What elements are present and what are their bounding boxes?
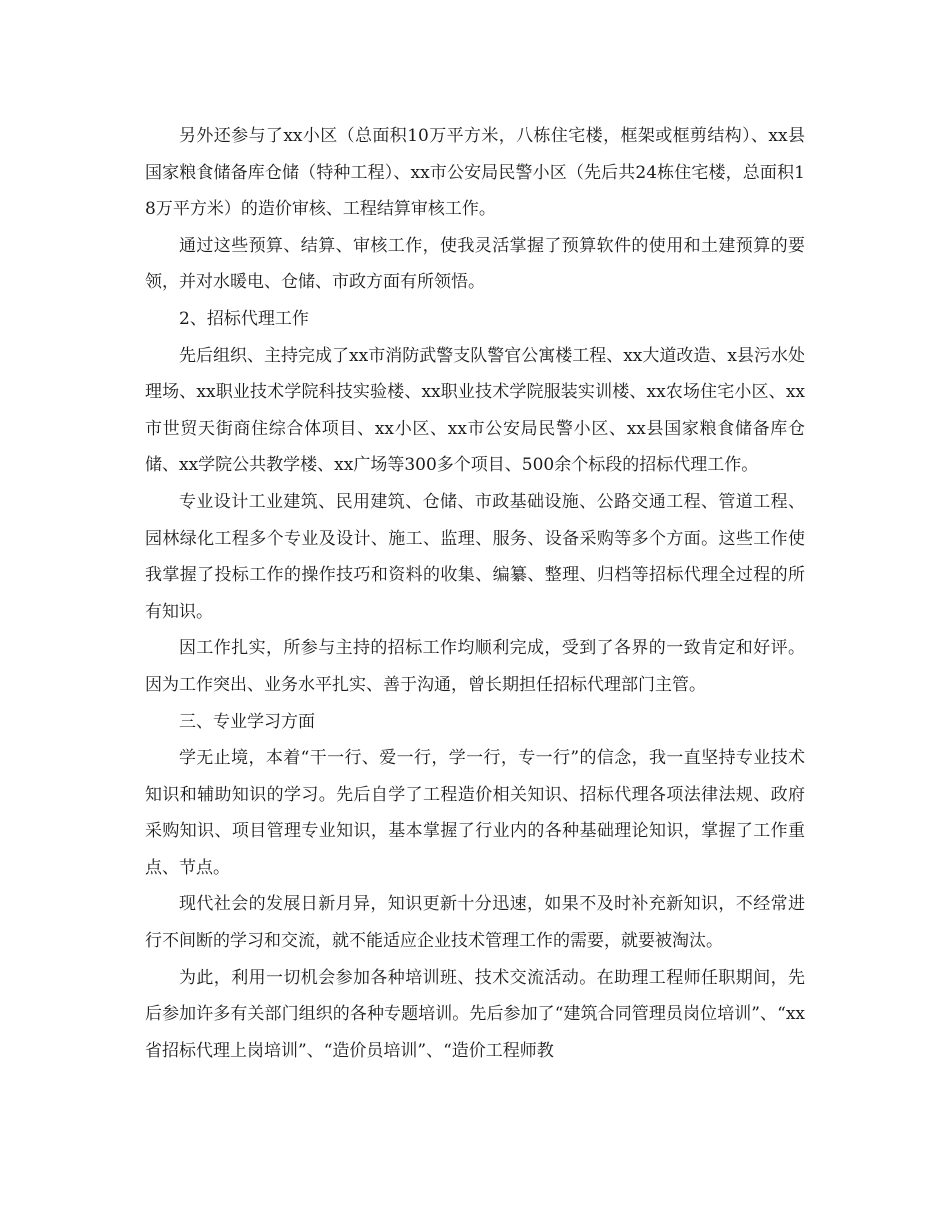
section-heading-bidding-agency: 2、招标代理工作 [179, 308, 309, 329]
paragraph-budget-skills: 通过这些预算、结算、审核工作，使我灵活掌握了预算软件的使用和土建预算的要领，并对水暖电、仓储、市政方面有所领悟。 [145, 235, 805, 293]
paragraph-project-audit: 另外还参与了xx小区（总面积10万平方米，八栋住宅楼，框架或框剪结构）、xx县国家粮食储备库仓储（特种工程）、xx市公安局民警小区（先后共24栋住宅楼，总面积18万平方米）的造价审核、工程结算审核工作。 [145, 126, 805, 220]
paragraph-bidding-projects: 先后组织、主持完成了xx市消防武警支队警官公寓楼工程、xx大道改造、x县污水处理场、xx职业技术学院科技实验楼、xx职业技术学院服装实训楼、xx农场住宅小区、xx市世贸天街商住综合体项目、xx小区、xx市公安局民警小区、xx县国家粮食储备库仓储、xx学院公共教学楼、xx广场等300多个项目、500余个标段的招标代理工作。 [145, 345, 805, 476]
paragraph-professional-fields: 专业设计工业建筑、民用建筑、仓储、市政基础设施、公路交通工程、管道工程、园林绿化工程多个专业及设计、施工、监理、服务、设备采购等多个方面。这些工作使我掌握了投标工作的操作技巧和资料的收集、编纂、整理、归档等招标代理全过程的所有知识。 [145, 491, 805, 622]
paragraph-training: 为此，利用一切机会参加各种培训班、技术交流活动。在助理工程师任职期间，先后参加许多有关部门组织的各种专题培训。先后参加了“建筑合同管理员岗位培训”、“xx省招标代理上岗培训”、“造价员培训”、“造价工程师教 [145, 967, 805, 1061]
document-page [145, 118, 805, 1069]
paragraph-knowledge-update: 现代社会的发展日新月异，知识更新十分迅速，如果不及时补充新知识，不经常进行不间断的学习和交流，就不能适应企业技术管理工作的需要，就要被淘汰。 [145, 894, 805, 952]
paragraph-self-study: 学无止境，本着“干一行、爱一行，学一行，专一行”的信念，我一直坚持专业技术知识和辅助知识的学习。先后自学了工程造价相关知识、招标代理各项法律法规、政府采购知识、项目管理专业知识，基本掌握了行业内的各种基础理论知识，掌握了工作重点、节点。 [145, 748, 805, 878]
paragraph-work-recognition: 因工作扎实，所参与主持的招标工作均顺利完成，受到了各界的一致肯定和好评。因为工作突出、业务水平扎实、善于沟通，曾长期担任招标代理部门主管。 [145, 638, 805, 695]
section-heading-professional-study: 三、专业学习方面 [179, 711, 315, 732]
